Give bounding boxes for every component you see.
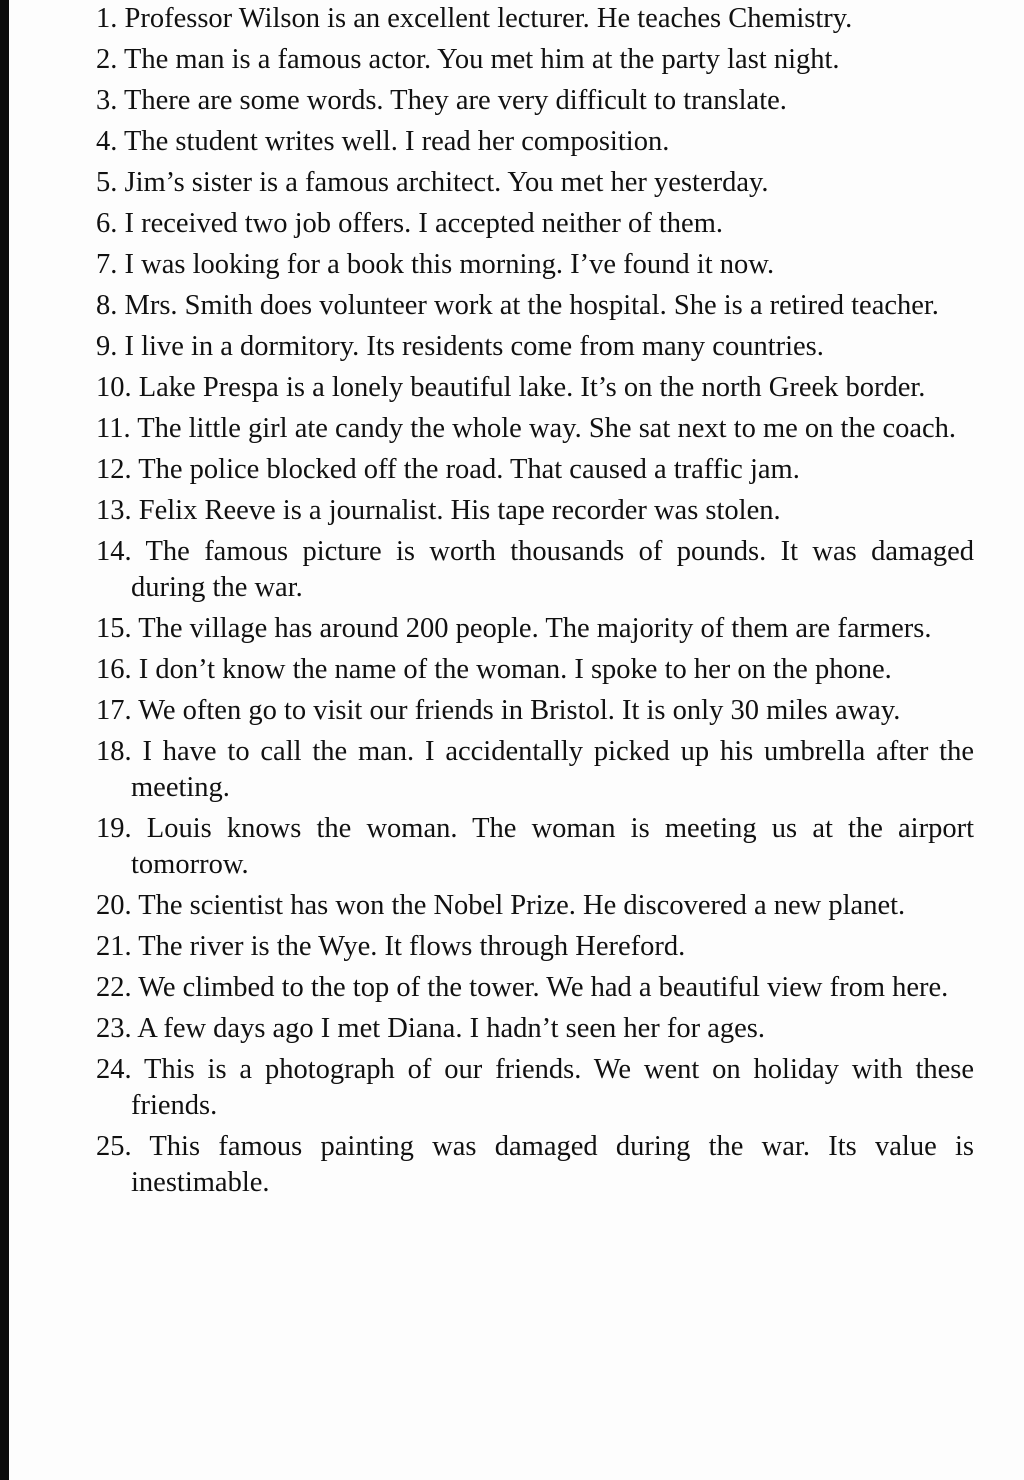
item-text: The little girl ate candy the whole way. She sat next to me on the coach. xyxy=(137,413,957,444)
exercise-item xyxy=(96,888,974,924)
item-number: 4. xyxy=(96,126,118,157)
item-text: This is a photograph of our friends. We went on holiday with these friends. xyxy=(131,1054,974,1121)
exercise-item xyxy=(96,1011,974,1047)
exercise-item xyxy=(96,370,974,406)
exercise-item xyxy=(96,124,974,160)
item-number: 21. xyxy=(96,931,132,962)
item-number: 1. xyxy=(96,3,118,34)
exercise-item xyxy=(96,493,974,529)
exercise-item xyxy=(96,247,974,283)
item-text: The river is the Wye. It flows through Hereford. xyxy=(138,931,686,962)
item-number: 5. xyxy=(96,167,118,198)
item-number: 3. xyxy=(96,85,118,116)
item-number: 9. xyxy=(96,331,118,362)
item-number: 6. xyxy=(96,208,118,239)
exercise-item xyxy=(96,206,974,242)
item-text: Louis knows the woman. The woman is meeting us at the airport tomorrow. xyxy=(131,813,975,880)
exercise-item xyxy=(96,652,974,688)
page-left-edge xyxy=(0,0,9,1480)
item-number: 17. xyxy=(96,695,132,726)
item-number: 16. xyxy=(96,654,132,685)
exercise-item xyxy=(96,929,974,965)
item-text: The man is a famous actor. You met him at the party last night. xyxy=(124,44,840,75)
item-number: 19. xyxy=(96,813,132,844)
item-text: I don’t know the name of the woman. I spoke to her on the phone. xyxy=(138,654,892,685)
item-text: I was looking for a book this morning. I’ve found it now. xyxy=(124,249,775,280)
item-number: 24. xyxy=(96,1054,132,1085)
item-text: Jim’s sister is a famous architect. You met her yesterday. xyxy=(124,167,769,198)
item-number: 20. xyxy=(96,890,132,921)
item-text: Professor Wilson is an excellent lecturer. He teaches Chemistry. xyxy=(124,3,853,34)
item-text: We often go to visit our friends in Bristol. It is only 30 miles away. xyxy=(138,695,901,726)
item-number: 23. xyxy=(96,1013,132,1044)
item-text: The police blocked off the road. That caused a traffic jam. xyxy=(138,454,800,485)
item-number: 14. xyxy=(96,536,132,567)
exercise-item xyxy=(96,329,974,365)
exercise-item xyxy=(96,452,974,488)
exercise-item xyxy=(96,42,974,78)
item-text: Lake Prespa is a lonely beautiful lake. It’s on the north Greek border. xyxy=(138,372,926,403)
exercise-item xyxy=(96,83,974,119)
item-number: 13. xyxy=(96,495,132,526)
item-text: The student writes well. I read her composition. xyxy=(124,126,670,157)
item-number: 18. xyxy=(96,736,132,767)
item-text: We climbed to the top of the tower. We had a beautiful view from here. xyxy=(138,972,949,1003)
item-number: 2. xyxy=(96,44,118,75)
exercise-item xyxy=(96,811,974,883)
item-text: Felix Reeve is a journalist. His tape recorder was stolen. xyxy=(138,495,781,526)
exercise-sentence-list xyxy=(96,1,974,1206)
item-text: There are some words. They are very difficult to translate. xyxy=(124,85,787,116)
item-text: The famous picture is worth thousands of pounds. It was damaged during the war. xyxy=(131,536,974,603)
exercise-item xyxy=(96,693,974,729)
exercise-item xyxy=(96,611,974,647)
item-text: The scientist has won the Nobel Prize. He discovered a new planet. xyxy=(138,890,906,921)
item-text: This famous painting was damaged during the war. Its value is inestimable. xyxy=(131,1131,974,1198)
item-number: 11. xyxy=(96,413,131,444)
item-text: Mrs. Smith does volunteer work at the hospital. She is a retired teacher. xyxy=(124,290,939,321)
item-number: 8. xyxy=(96,290,118,321)
exercise-item xyxy=(96,734,974,806)
item-number: 12. xyxy=(96,454,132,485)
item-number: 7. xyxy=(96,249,118,280)
item-number: 15. xyxy=(96,613,132,644)
item-number: 25. xyxy=(96,1131,132,1162)
exercise-item xyxy=(96,1129,974,1201)
exercise-item xyxy=(96,411,974,447)
item-text: I have to call the man. I accidentally picked up his umbrella after the meeting. xyxy=(131,736,974,803)
item-number: 22. xyxy=(96,972,132,1003)
item-text: I received two job offers. I accepted neither of them. xyxy=(124,208,723,239)
exercise-item xyxy=(96,1052,974,1124)
item-text: The village has around 200 people. The majority of them are farmers. xyxy=(138,613,932,644)
item-text: I live in a dormitory. Its residents come from many countries. xyxy=(124,331,824,362)
item-number: 10. xyxy=(96,372,132,403)
exercise-item xyxy=(96,288,974,324)
exercise-item xyxy=(96,970,974,1006)
exercise-item xyxy=(96,1,974,37)
exercise-item xyxy=(96,534,974,606)
exercise-item xyxy=(96,165,974,201)
item-text: A few days ago I met Diana. I hadn’t seen her for ages. xyxy=(137,1013,766,1044)
